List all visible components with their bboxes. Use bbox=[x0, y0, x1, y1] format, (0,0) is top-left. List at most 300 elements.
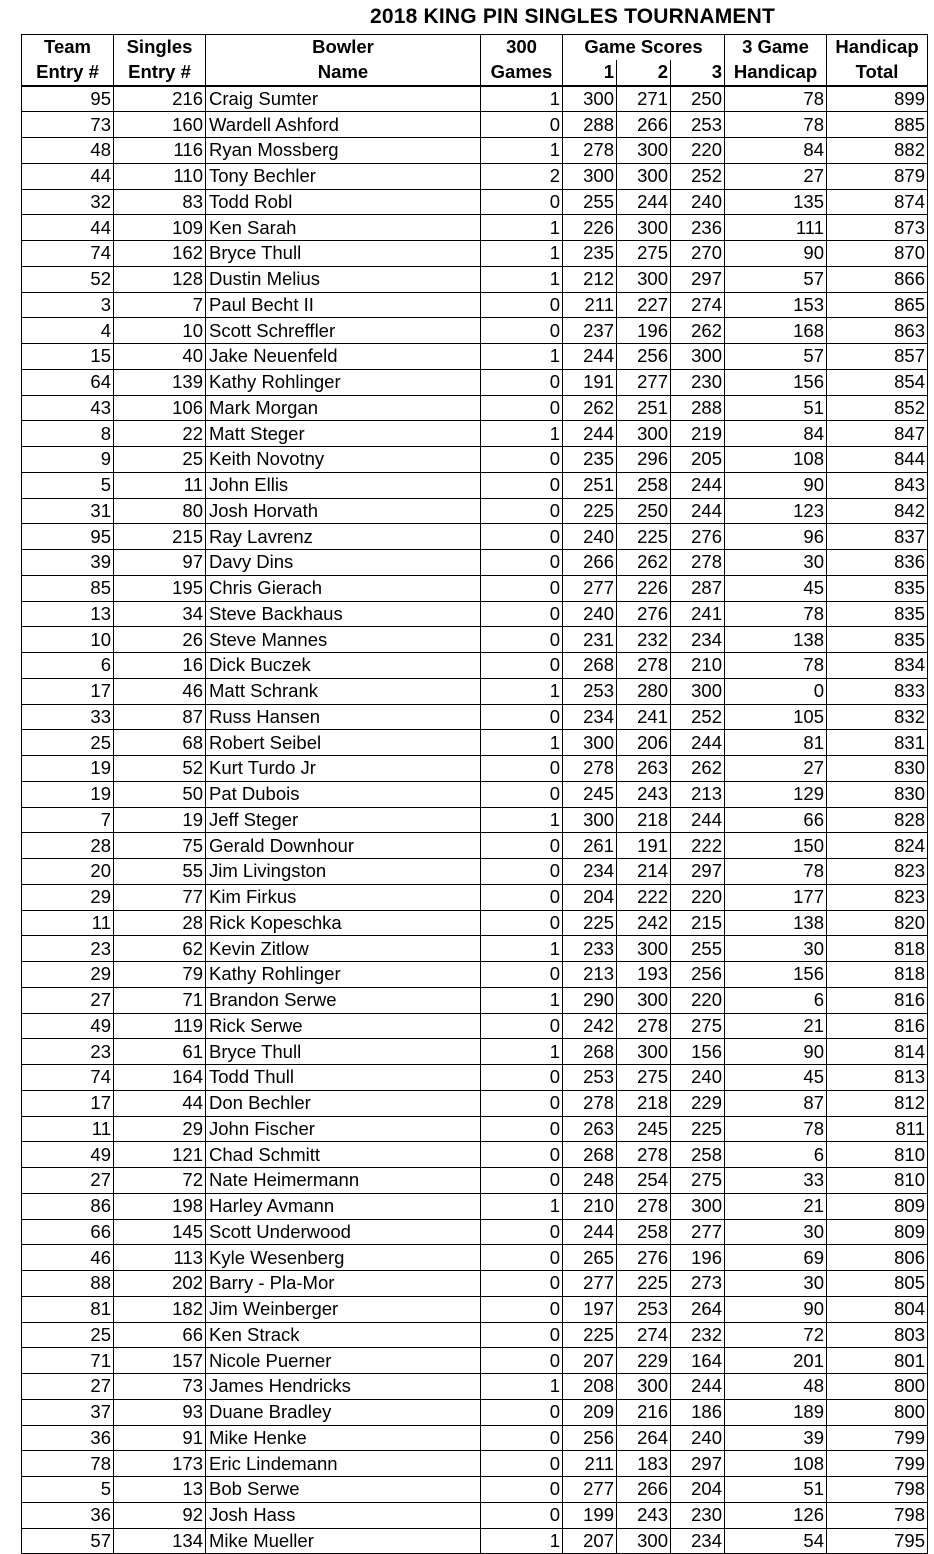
cell-game-2: 271 bbox=[617, 86, 671, 112]
cell-game-3: 234 bbox=[671, 627, 725, 653]
cell-game-1: 231 bbox=[563, 627, 617, 653]
cell-games-300: 0 bbox=[481, 1168, 563, 1194]
table-row bbox=[22, 524, 928, 550]
cell-game-2: 278 bbox=[617, 1013, 671, 1039]
cell-handicap: 57 bbox=[725, 344, 827, 370]
cell-team-entry: 19 bbox=[22, 781, 114, 807]
header-singles-2: Entry # bbox=[114, 60, 206, 86]
cell-singles-entry: 11 bbox=[114, 472, 206, 498]
cell-game-3: 156 bbox=[671, 1039, 725, 1065]
cell-singles-entry: 92 bbox=[114, 1502, 206, 1528]
cell-bowler-name: Eric Lindemann bbox=[206, 1451, 481, 1477]
cell-bowler-name: Nate Heimermann bbox=[206, 1168, 481, 1194]
cell-total: 832 bbox=[827, 704, 928, 730]
cell-team-entry: 11 bbox=[22, 1116, 114, 1142]
cell-total: 824 bbox=[827, 833, 928, 859]
cell-singles-entry: 10 bbox=[114, 318, 206, 344]
cell-total: 847 bbox=[827, 421, 928, 447]
cell-game-3: 220 bbox=[671, 987, 725, 1013]
cell-bowler-name: Paul Becht II bbox=[206, 292, 481, 318]
cell-game-1: 191 bbox=[563, 369, 617, 395]
cell-total: 885 bbox=[827, 112, 928, 138]
cell-game-2: 275 bbox=[617, 1065, 671, 1091]
cell-singles-entry: 52 bbox=[114, 756, 206, 782]
cell-game-1: 268 bbox=[563, 653, 617, 679]
cell-singles-entry: 29 bbox=[114, 1116, 206, 1142]
cell-total: 899 bbox=[827, 86, 928, 112]
cell-team-entry: 78 bbox=[22, 1451, 114, 1477]
table-row bbox=[22, 292, 928, 318]
header-game-1: 1 bbox=[563, 60, 617, 86]
cell-handicap: 168 bbox=[725, 318, 827, 344]
cell-singles-entry: 68 bbox=[114, 730, 206, 756]
cell-game-1: 288 bbox=[563, 112, 617, 138]
cell-games-300: 1 bbox=[481, 266, 563, 292]
cell-game-3: 244 bbox=[671, 1374, 725, 1400]
table-row bbox=[22, 1219, 928, 1245]
cell-games-300: 1 bbox=[481, 138, 563, 164]
cell-handicap: 90 bbox=[725, 1296, 827, 1322]
cell-singles-entry: 71 bbox=[114, 987, 206, 1013]
cell-bowler-name: Josh Horvath bbox=[206, 498, 481, 524]
cell-game-3: 240 bbox=[671, 1425, 725, 1451]
cell-team-entry: 25 bbox=[22, 1322, 114, 1348]
table-row bbox=[22, 112, 928, 138]
cell-game-2: 222 bbox=[617, 884, 671, 910]
cell-game-1: 213 bbox=[563, 962, 617, 988]
cell-handicap: 111 bbox=[725, 215, 827, 241]
cell-bowler-name: Jeff Steger bbox=[206, 807, 481, 833]
table-row bbox=[22, 1271, 928, 1297]
cell-handicap: 156 bbox=[725, 369, 827, 395]
cell-handicap: 45 bbox=[725, 575, 827, 601]
cell-game-1: 226 bbox=[563, 215, 617, 241]
cell-games-300: 0 bbox=[481, 1271, 563, 1297]
table-row bbox=[22, 962, 928, 988]
cell-bowler-name: Steve Backhaus bbox=[206, 601, 481, 627]
cell-game-1: 268 bbox=[563, 1039, 617, 1065]
cell-team-entry: 6 bbox=[22, 653, 114, 679]
cell-bowler-name: Ken Strack bbox=[206, 1322, 481, 1348]
cell-games-300: 0 bbox=[481, 962, 563, 988]
cell-game-2: 256 bbox=[617, 344, 671, 370]
cell-singles-entry: 75 bbox=[114, 833, 206, 859]
cell-game-3: 300 bbox=[671, 344, 725, 370]
cell-game-3: 297 bbox=[671, 1451, 725, 1477]
cell-game-3: 241 bbox=[671, 601, 725, 627]
cell-game-2: 300 bbox=[617, 936, 671, 962]
cell-games-300: 0 bbox=[481, 112, 563, 138]
cell-singles-entry: 195 bbox=[114, 575, 206, 601]
cell-team-entry: 85 bbox=[22, 575, 114, 601]
cell-total: 816 bbox=[827, 1013, 928, 1039]
cell-game-1: 235 bbox=[563, 447, 617, 473]
cell-game-2: 191 bbox=[617, 833, 671, 859]
header-300-2: Games bbox=[481, 60, 563, 86]
header-handicap-2: Handicap bbox=[725, 60, 827, 86]
cell-game-1: 244 bbox=[563, 421, 617, 447]
cell-team-entry: 73 bbox=[22, 112, 114, 138]
table-row bbox=[22, 498, 928, 524]
cell-game-3: 262 bbox=[671, 318, 725, 344]
cell-game-2: 258 bbox=[617, 472, 671, 498]
cell-bowler-name: Chad Schmitt bbox=[206, 1142, 481, 1168]
cell-game-2: 251 bbox=[617, 395, 671, 421]
cell-singles-entry: 62 bbox=[114, 936, 206, 962]
table-row bbox=[22, 936, 928, 962]
cell-team-entry: 15 bbox=[22, 344, 114, 370]
cell-total: 836 bbox=[827, 550, 928, 576]
cell-team-entry: 86 bbox=[22, 1193, 114, 1219]
cell-total: 810 bbox=[827, 1142, 928, 1168]
cell-game-3: 258 bbox=[671, 1142, 725, 1168]
cell-team-entry: 74 bbox=[22, 241, 114, 267]
cell-game-3: 244 bbox=[671, 807, 725, 833]
cell-team-entry: 46 bbox=[22, 1245, 114, 1271]
cell-team-entry: 71 bbox=[22, 1348, 114, 1374]
cell-game-3: 250 bbox=[671, 86, 725, 112]
cell-game-1: 256 bbox=[563, 1425, 617, 1451]
cell-total: 834 bbox=[827, 653, 928, 679]
cell-singles-entry: 128 bbox=[114, 266, 206, 292]
cell-game-1: 208 bbox=[563, 1374, 617, 1400]
cell-team-entry: 57 bbox=[22, 1528, 114, 1554]
cell-game-1: 245 bbox=[563, 781, 617, 807]
cell-bowler-name: Craig Sumter bbox=[206, 86, 481, 112]
header-game-3: 3 bbox=[671, 60, 725, 86]
cell-team-entry: 27 bbox=[22, 1374, 114, 1400]
cell-game-3: 275 bbox=[671, 1013, 725, 1039]
cell-game-2: 225 bbox=[617, 524, 671, 550]
table-row bbox=[22, 601, 928, 627]
cell-game-2: 266 bbox=[617, 112, 671, 138]
cell-game-3: 275 bbox=[671, 1168, 725, 1194]
cell-bowler-name: Wardell Ashford bbox=[206, 112, 481, 138]
cell-team-entry: 43 bbox=[22, 395, 114, 421]
cell-bowler-name: Robert Seibel bbox=[206, 730, 481, 756]
cell-game-1: 244 bbox=[563, 344, 617, 370]
cell-bowler-name: Duane Bradley bbox=[206, 1399, 481, 1425]
cell-team-entry: 27 bbox=[22, 987, 114, 1013]
cell-bowler-name: Harley Avmann bbox=[206, 1193, 481, 1219]
cell-team-entry: 64 bbox=[22, 369, 114, 395]
cell-total: 874 bbox=[827, 189, 928, 215]
cell-game-3: 213 bbox=[671, 781, 725, 807]
cell-game-3: 276 bbox=[671, 524, 725, 550]
cell-singles-entry: 73 bbox=[114, 1374, 206, 1400]
cell-game-1: 209 bbox=[563, 1399, 617, 1425]
cell-game-2: 241 bbox=[617, 704, 671, 730]
cell-games-300: 0 bbox=[481, 472, 563, 498]
cell-team-entry: 37 bbox=[22, 1399, 114, 1425]
cell-games-300: 0 bbox=[481, 189, 563, 215]
cell-team-entry: 5 bbox=[22, 1477, 114, 1503]
cell-singles-entry: 215 bbox=[114, 524, 206, 550]
cell-team-entry: 48 bbox=[22, 138, 114, 164]
cell-singles-entry: 157 bbox=[114, 1348, 206, 1374]
cell-game-2: 296 bbox=[617, 447, 671, 473]
cell-game-1: 210 bbox=[563, 1193, 617, 1219]
cell-bowler-name: Pat Dubois bbox=[206, 781, 481, 807]
cell-games-300: 1 bbox=[481, 241, 563, 267]
cell-game-3: 278 bbox=[671, 550, 725, 576]
table-row bbox=[22, 859, 928, 885]
cell-handicap: 129 bbox=[725, 781, 827, 807]
header-team-1: Team bbox=[22, 35, 114, 60]
cell-game-3: 215 bbox=[671, 910, 725, 936]
cell-game-3: 255 bbox=[671, 936, 725, 962]
cell-game-2: 264 bbox=[617, 1425, 671, 1451]
cell-handicap: 201 bbox=[725, 1348, 827, 1374]
cell-game-1: 212 bbox=[563, 266, 617, 292]
table-row bbox=[22, 344, 928, 370]
cell-games-300: 1 bbox=[481, 807, 563, 833]
cell-handicap: 90 bbox=[725, 472, 827, 498]
cell-total: 800 bbox=[827, 1374, 928, 1400]
cell-total: 809 bbox=[827, 1219, 928, 1245]
cell-handicap: 78 bbox=[725, 1116, 827, 1142]
cell-total: 795 bbox=[827, 1528, 928, 1554]
cell-total: 809 bbox=[827, 1193, 928, 1219]
table-row bbox=[22, 1477, 928, 1503]
cell-game-2: 274 bbox=[617, 1322, 671, 1348]
cell-games-300: 0 bbox=[481, 318, 563, 344]
cell-handicap: 30 bbox=[725, 550, 827, 576]
cell-bowler-name: Ryan Mossberg bbox=[206, 138, 481, 164]
cell-game-2: 276 bbox=[617, 1245, 671, 1271]
cell-game-3: 232 bbox=[671, 1322, 725, 1348]
cell-bowler-name: Mark Morgan bbox=[206, 395, 481, 421]
cell-bowler-name: John Fischer bbox=[206, 1116, 481, 1142]
cell-total: 844 bbox=[827, 447, 928, 473]
cell-team-entry: 17 bbox=[22, 1090, 114, 1116]
cell-games-300: 0 bbox=[481, 1116, 563, 1142]
cell-team-entry: 19 bbox=[22, 756, 114, 782]
page-title bbox=[0, 5, 934, 29]
cell-bowler-name: Davy Dins bbox=[206, 550, 481, 576]
cell-bowler-name: Jim Livingston bbox=[206, 859, 481, 885]
cell-game-2: 278 bbox=[617, 653, 671, 679]
cell-total: 843 bbox=[827, 472, 928, 498]
cell-game-1: 262 bbox=[563, 395, 617, 421]
cell-game-1: 207 bbox=[563, 1528, 617, 1554]
cell-game-2: 250 bbox=[617, 498, 671, 524]
cell-games-300: 0 bbox=[481, 833, 563, 859]
cell-team-entry: 11 bbox=[22, 910, 114, 936]
cell-game-1: 261 bbox=[563, 833, 617, 859]
cell-singles-entry: 80 bbox=[114, 498, 206, 524]
header-bowler-1: Bowler bbox=[206, 35, 481, 60]
cell-games-300: 0 bbox=[481, 1296, 563, 1322]
cell-game-1: 277 bbox=[563, 575, 617, 601]
cell-team-entry: 88 bbox=[22, 1271, 114, 1297]
cell-game-3: 297 bbox=[671, 266, 725, 292]
cell-handicap: 90 bbox=[725, 1039, 827, 1065]
cell-team-entry: 29 bbox=[22, 962, 114, 988]
cell-total: 866 bbox=[827, 266, 928, 292]
cell-game-2: 276 bbox=[617, 601, 671, 627]
cell-games-300: 0 bbox=[481, 1451, 563, 1477]
cell-bowler-name: Kevin Zitlow bbox=[206, 936, 481, 962]
cell-game-3: 244 bbox=[671, 730, 725, 756]
table-row bbox=[22, 550, 928, 576]
cell-games-300: 0 bbox=[481, 292, 563, 318]
cell-singles-entry: 116 bbox=[114, 138, 206, 164]
cell-game-1: 253 bbox=[563, 1065, 617, 1091]
cell-team-entry: 9 bbox=[22, 447, 114, 473]
cell-bowler-name: Dick Buczek bbox=[206, 653, 481, 679]
cell-handicap: 138 bbox=[725, 910, 827, 936]
cell-game-2: 183 bbox=[617, 1451, 671, 1477]
cell-game-2: 254 bbox=[617, 1168, 671, 1194]
title-text: 2018 KING PIN SINGLES TOURNAMENT bbox=[369, 5, 776, 28]
cell-game-3: 297 bbox=[671, 859, 725, 885]
cell-total: 818 bbox=[827, 962, 928, 988]
cell-game-3: 244 bbox=[671, 472, 725, 498]
cell-handicap: 54 bbox=[725, 1528, 827, 1554]
cell-total: 811 bbox=[827, 1116, 928, 1142]
cell-total: 805 bbox=[827, 1271, 928, 1297]
cell-bowler-name: Russ Hansen bbox=[206, 704, 481, 730]
table-row bbox=[22, 215, 928, 241]
cell-handicap: 6 bbox=[725, 987, 827, 1013]
table-row bbox=[22, 472, 928, 498]
cell-game-3: 300 bbox=[671, 678, 725, 704]
cell-singles-entry: 46 bbox=[114, 678, 206, 704]
table-row bbox=[22, 318, 928, 344]
cell-game-2: 263 bbox=[617, 756, 671, 782]
cell-total: 806 bbox=[827, 1245, 928, 1271]
cell-bowler-name: Brandon Serwe bbox=[206, 987, 481, 1013]
cell-games-300: 1 bbox=[481, 86, 563, 112]
cell-total: 798 bbox=[827, 1502, 928, 1528]
cell-game-3: 256 bbox=[671, 962, 725, 988]
cell-team-entry: 31 bbox=[22, 498, 114, 524]
cell-games-300: 0 bbox=[481, 781, 563, 807]
cell-team-entry: 74 bbox=[22, 1065, 114, 1091]
cell-singles-entry: 91 bbox=[114, 1425, 206, 1451]
cell-game-3: 225 bbox=[671, 1116, 725, 1142]
table-row bbox=[22, 1039, 928, 1065]
cell-team-entry: 13 bbox=[22, 601, 114, 627]
cell-games-300: 1 bbox=[481, 936, 563, 962]
cell-game-2: 262 bbox=[617, 550, 671, 576]
cell-team-entry: 49 bbox=[22, 1013, 114, 1039]
header-total-2: Total bbox=[827, 60, 928, 86]
cell-handicap: 39 bbox=[725, 1425, 827, 1451]
cell-handicap: 84 bbox=[725, 421, 827, 447]
cell-total: 813 bbox=[827, 1065, 928, 1091]
cell-bowler-name: Kathy Rohlinger bbox=[206, 369, 481, 395]
cell-singles-entry: 55 bbox=[114, 859, 206, 885]
cell-team-entry: 8 bbox=[22, 421, 114, 447]
cell-games-300: 0 bbox=[481, 1477, 563, 1503]
cell-games-300: 0 bbox=[481, 601, 563, 627]
cell-total: 814 bbox=[827, 1039, 928, 1065]
cell-singles-entry: 77 bbox=[114, 884, 206, 910]
cell-handicap: 81 bbox=[725, 730, 827, 756]
cell-total: 820 bbox=[827, 910, 928, 936]
cell-game-2: 214 bbox=[617, 859, 671, 885]
cell-team-entry: 25 bbox=[22, 730, 114, 756]
cell-total: 812 bbox=[827, 1090, 928, 1116]
cell-game-3: 220 bbox=[671, 884, 725, 910]
cell-game-3: 205 bbox=[671, 447, 725, 473]
cell-team-entry: 27 bbox=[22, 1168, 114, 1194]
cell-bowler-name: Tony Bechler bbox=[206, 163, 481, 189]
table-row bbox=[22, 627, 928, 653]
cell-games-300: 1 bbox=[481, 678, 563, 704]
cell-singles-entry: 109 bbox=[114, 215, 206, 241]
table-row bbox=[22, 1116, 928, 1142]
cell-bowler-name: Todd Robl bbox=[206, 189, 481, 215]
cell-total: 863 bbox=[827, 318, 928, 344]
header-team-2: Entry # bbox=[22, 60, 114, 86]
cell-game-2: 196 bbox=[617, 318, 671, 344]
cell-total: 879 bbox=[827, 163, 928, 189]
cell-handicap: 108 bbox=[725, 447, 827, 473]
cell-games-300: 0 bbox=[481, 756, 563, 782]
cell-singles-entry: 28 bbox=[114, 910, 206, 936]
cell-games-300: 0 bbox=[481, 653, 563, 679]
cell-bowler-name: Chris Gierach bbox=[206, 575, 481, 601]
cell-bowler-name: Scott Underwood bbox=[206, 1219, 481, 1245]
cell-game-2: 218 bbox=[617, 1090, 671, 1116]
cell-games-300: 0 bbox=[481, 1142, 563, 1168]
cell-games-300: 1 bbox=[481, 1374, 563, 1400]
cell-handicap: 30 bbox=[725, 1271, 827, 1297]
cell-total: 823 bbox=[827, 884, 928, 910]
table-body bbox=[22, 86, 928, 1554]
cell-bowler-name: Scott Schreffler bbox=[206, 318, 481, 344]
cell-games-300: 0 bbox=[481, 524, 563, 550]
cell-singles-entry: 113 bbox=[114, 1245, 206, 1271]
cell-singles-entry: 13 bbox=[114, 1477, 206, 1503]
cell-singles-entry: 110 bbox=[114, 163, 206, 189]
cell-handicap: 177 bbox=[725, 884, 827, 910]
table-row bbox=[22, 1168, 928, 1194]
cell-handicap: 27 bbox=[725, 756, 827, 782]
cell-singles-entry: 22 bbox=[114, 421, 206, 447]
table-row bbox=[22, 1013, 928, 1039]
cell-game-1: 290 bbox=[563, 987, 617, 1013]
cell-handicap: 105 bbox=[725, 704, 827, 730]
cell-total: 854 bbox=[827, 369, 928, 395]
cell-game-2: 244 bbox=[617, 189, 671, 215]
cell-game-2: 280 bbox=[617, 678, 671, 704]
cell-game-2: 242 bbox=[617, 910, 671, 936]
cell-bowler-name: Mike Mueller bbox=[206, 1528, 481, 1554]
cell-handicap: 30 bbox=[725, 1219, 827, 1245]
cell-handicap: 153 bbox=[725, 292, 827, 318]
cell-handicap: 123 bbox=[725, 498, 827, 524]
cell-handicap: 90 bbox=[725, 241, 827, 267]
cell-handicap: 84 bbox=[725, 138, 827, 164]
cell-games-300: 0 bbox=[481, 575, 563, 601]
cell-game-1: 300 bbox=[563, 807, 617, 833]
cell-game-1: 300 bbox=[563, 86, 617, 112]
cell-games-300: 0 bbox=[481, 1065, 563, 1091]
cell-total: 882 bbox=[827, 138, 928, 164]
cell-game-3: 287 bbox=[671, 575, 725, 601]
cell-singles-entry: 121 bbox=[114, 1142, 206, 1168]
cell-handicap: 96 bbox=[725, 524, 827, 550]
cell-game-1: 248 bbox=[563, 1168, 617, 1194]
cell-handicap: 45 bbox=[725, 1065, 827, 1091]
header-game-2: 2 bbox=[617, 60, 671, 86]
cell-game-2: 243 bbox=[617, 781, 671, 807]
cell-game-2: 193 bbox=[617, 962, 671, 988]
